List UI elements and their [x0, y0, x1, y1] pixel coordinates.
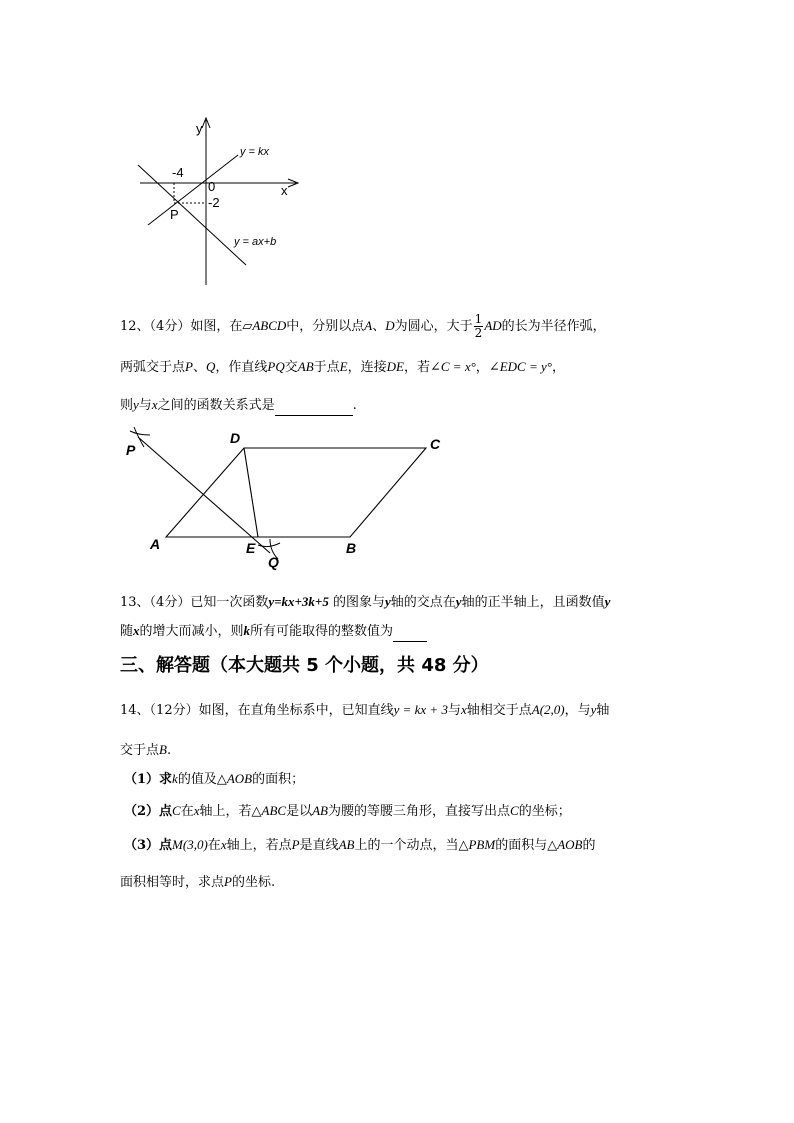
answer-blank-q12[interactable] [275, 397, 353, 416]
parallelogram-abcd [166, 448, 426, 537]
line-y-axb [138, 165, 246, 265]
q14-part3-line2: 面积相等时，求点P的坐标. [120, 874, 276, 890]
answer-blank-q13[interactable] [393, 623, 427, 642]
x-axis-label: x [281, 183, 288, 198]
label-q: Q [268, 554, 279, 570]
q13-line2: 随x的增大而减小，则k所有可能取得的整数值为 [120, 622, 427, 642]
q12-line2: 两弧交于点P、Q，作直线PQ交AB于点E，连接DE，若∠C = x°，∠EDC = y°， [120, 359, 565, 375]
point-p-label: P [170, 207, 179, 222]
fraction-one-half: $\frac{1}{2}$ [474, 312, 483, 340]
segment-de [244, 448, 258, 537]
q12-line1: 12、（4分）如图，在▱ABCD中，分别以点A、D为圆心，大于 $\frac{1}{2}$ AD的长为半径作弧， [120, 312, 606, 340]
line-y-kx [148, 155, 238, 225]
y-axis-label: y [196, 121, 203, 136]
x-mark-label: -4 [172, 165, 184, 180]
y-mark-label: -2 [208, 195, 220, 210]
line1-label: y = kx [240, 146, 270, 158]
label-a: A [150, 536, 161, 552]
parallelogram-figure [120, 425, 460, 575]
q14-part3: （3）点M(3,0)在x轴上，若点P是直线AB上的一个动点，当△PBM的面积与△AOB的 [124, 837, 596, 853]
q14-part2: （2）点C在x轴上，若△ABC是以AB为腰的等腰三角形，直接写出点C的坐标； [124, 803, 571, 819]
q13-line1: 13、（4分）已知一次函数y=kx+3k+5 的图象与y轴的交点在y轴的正半轴上，且函数值y [120, 594, 611, 610]
section-title: 三、解答题（本大题共 5 个小题，共 48 分） [120, 655, 489, 676]
q14-part1: （1）求k的值及△AOB的面积； [124, 771, 305, 787]
coordinate-graph [120, 115, 300, 290]
q12-line3: 则y与x之间的函数关系式是 . [120, 396, 357, 416]
arc-mark-p2 [134, 427, 144, 447]
label-p: P [126, 442, 136, 458]
label-b: B [346, 540, 357, 556]
arc-mark-p1 [130, 431, 150, 435]
label-e: E [246, 540, 256, 556]
label-c: C [430, 436, 441, 452]
origin-label: 0 [208, 179, 216, 194]
label-d: D [230, 430, 241, 446]
q14-line2: 交于点B. [120, 742, 172, 758]
q14-line1: 14、（12分）如图，在直角坐标系中，已知直线y = kx + 3与x轴相交于点A(2,0)，与y轴 [120, 702, 610, 718]
line2-label: y = ax+b [234, 236, 277, 248]
